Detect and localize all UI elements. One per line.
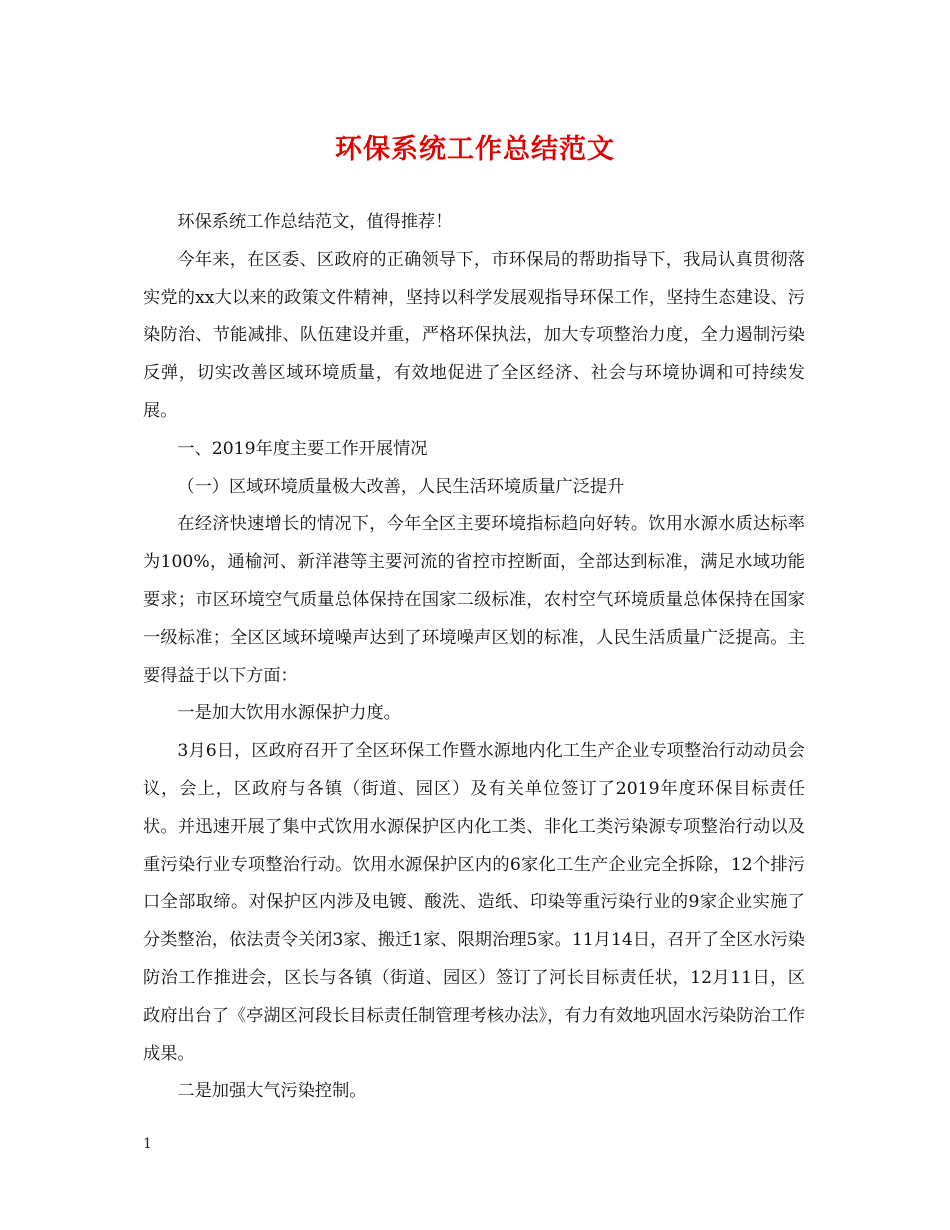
subsection-heading-1: （一）区域环境质量极大改善，人民生活环境质量广泛提升 — [177, 476, 625, 497]
paragraph-water-protection: 3月6日，区政府召开了全区环保工作暨水源地内化工生产企业专项整治行动动员会议，会上，区政府与各镇（街道、园区）及有关单位签订了2019年度环保目标责任状。并迅速开展了集中式饮用水源保护区内化工类、非化工类污染源专项整治行动以及重污染行业专项整治行动。饮用水源保护区内的6家化工生产企业完全拆除，12个排污口全部取缔。对保护区内涉及电镀、酸洗、造纸、印染等重污染行业的9家企业实施了分类整治，依法责令关闭3家、搬迁1家、限期治理5家。11月14日，召开了全区水污染防治工作推进会，区长与各镇（街道、园区）签订了河长目标责任状，12月11日，区政府出台了《亭湖区河段长目标责任制管理考核办法》，有力有效地巩固水污染防治工作成果。 — [143, 741, 805, 1064]
paragraph-environment-quality: 在经济快速增长的情况下，今年全区主要环境指标趋向好转。饮用水源水质达标率为100%，通榆河、新洋港等主要河流的省控市控断面，全部达到标准，满足水域功能要求；市区环境空气质量总体保持在国家二级标准，农村空气环境质量总体保持在国家一级标准；全区区域环境噪声达到了环境噪声区划的标准，人民生活质量广泛提高。主要得益于以下方面： — [143, 514, 805, 686]
paragraph-overview: 今年来，在区委、区政府的正确领导下，市环保局的帮助指导下，我局认真贯彻落实党的xx大以来的政策文件精神，坚持以科学发展观指导环保工作，坚持生态建设、污染防治、节能减排、队伍建设并重，严格环保执法，加大专项整治力度，全力遏制污染反弹，切实改善区域环境质量，有效地促进了全区经济、社会与环境协调和可持续发展。 — [143, 249, 805, 421]
document-title: 环保系统工作总结范文 — [335, 134, 615, 165]
document-body — [143, 204, 805, 1111]
section-heading-1: 一、2019年度主要工作开展情况 — [177, 438, 428, 459]
paragraph-point-water: 一是加大饮用水源保护力度。 — [177, 703, 401, 724]
paragraph-intro: 环保系统工作总结范文，值得推荐！ — [177, 212, 453, 232]
paragraph-point-air: 二是加强大气污染控制。 — [177, 1081, 367, 1102]
page-number: 1 — [143, 1136, 152, 1152]
